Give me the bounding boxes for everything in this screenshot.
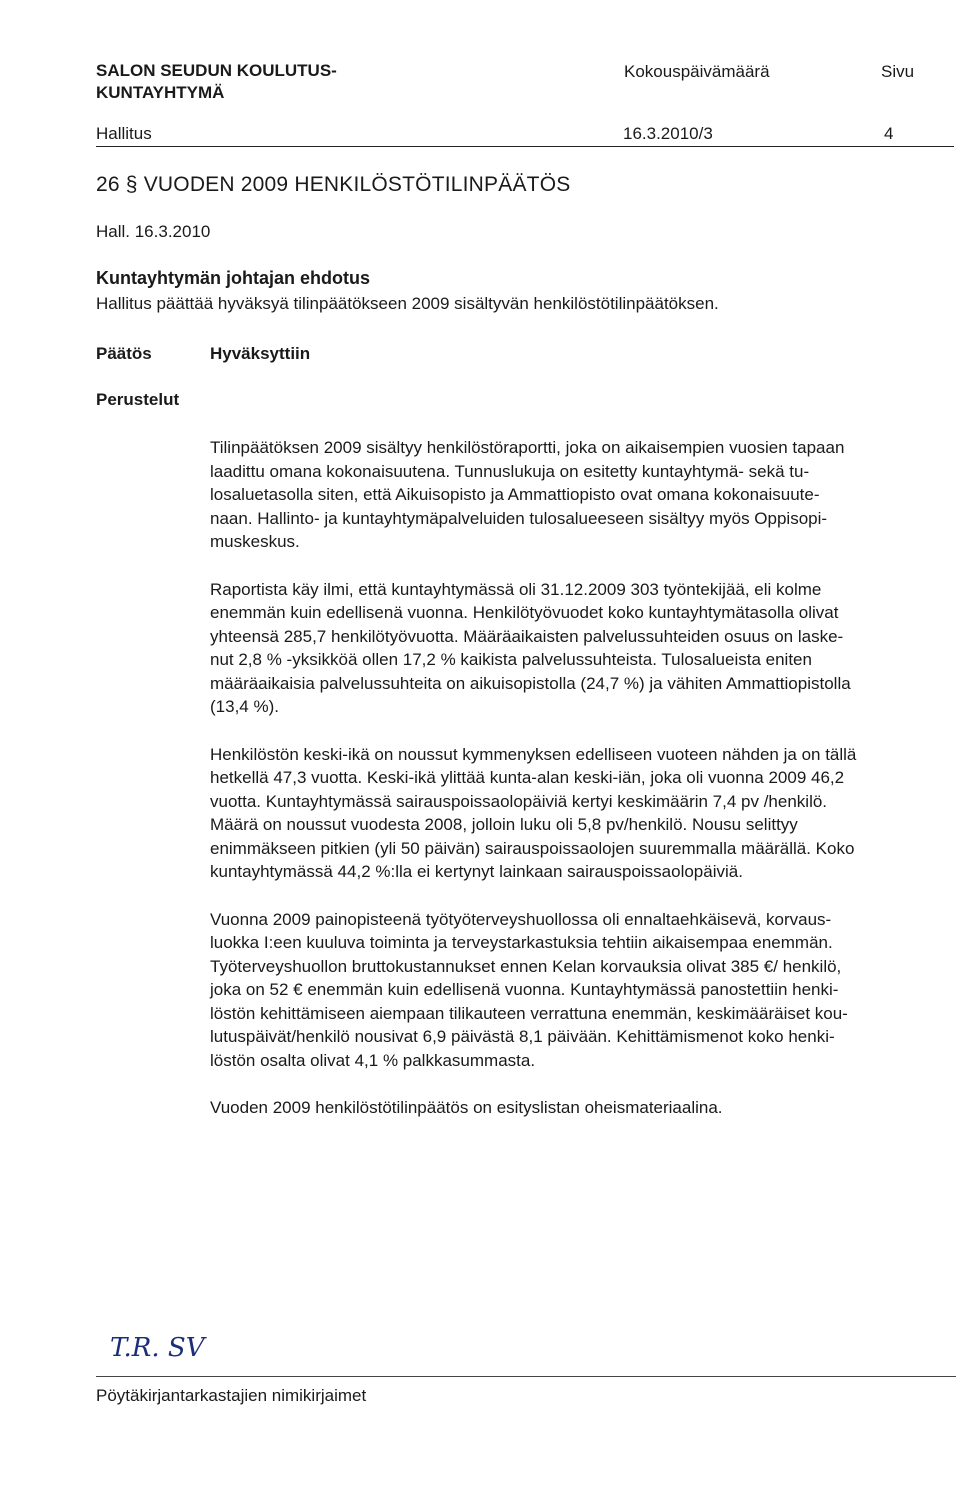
decision-label: Päätös [96, 344, 152, 363]
text-line: hetkellä 47,3 vuotta. Keski-ikä ylittää kunta-alan keski-iän, joka oli vuonna 2009 46,2 [210, 768, 845, 787]
text-line: Raportista käy ilmi, että kuntayhtymässä oli 31.12.2009 303 työntekijää, eli kolme [210, 579, 822, 599]
signature-label: Pöytäkirjantarkastajien nimikirjaimet [96, 1386, 367, 1405]
governing-body: Hallitus [96, 124, 152, 143]
text-line: yhteensä 285,7 henkilötyövuotta. Määräaikaisten palvelussuhteiden osuus on laske- [210, 626, 844, 646]
text-line: nut 2,8 % -yksikköä ollen 17,2 % kaikista palvelussuhteista. Tulosalueista eniten [210, 650, 812, 669]
reasoning-paragraph-2 [210, 578, 958, 719]
decision-value: Hyväksyttiin [210, 344, 311, 363]
handling-date: Hall. 16.3.2010 [96, 222, 211, 241]
text-line: losaluetasolla siten, että Aikuisopisto ja Ammattiopisto ovat omana kokonaisuute- [210, 485, 820, 504]
handwritten-initials: T.R. SV [110, 1333, 205, 1363]
text-line: kuntayhtymässä 44,2 %:lla ei kertynyt lainkaan sairauspoissaolopäiviä. [210, 862, 743, 881]
reasoning-paragraph-5 [210, 1096, 958, 1120]
text-line: muskeskus. [210, 532, 300, 551]
proposal-heading: Kuntayhtymän johtajan ehdotus [96, 268, 371, 288]
text-line: löstön osalta olivat 4,1 % palkkasummasta. [210, 1050, 536, 1070]
text-line: enemmän kuin edellisenä vuonna. Henkilötyövuodet koko kuntayhtymätasolla olivat [210, 603, 839, 622]
text-line: Työterveyshuollon bruttokustannukset ennen Kelan korvauksia olivat 385 €/ henkilö, [210, 956, 842, 976]
organization-name-line-1: SALON SEUDUN KOULUTUS- [96, 61, 337, 80]
reasoning-body [210, 436, 958, 1144]
text-line: Henkilöstön keski-ikä on noussut kymmenyksen edelliseen vuoteen nähden ja on tällä [210, 744, 857, 764]
text-line: enimmäkseen pitkien (yli 50 päivän) sairauspoissaolojen suuremmalla määrällä. Koko [210, 838, 855, 858]
page-label: Sivu [881, 62, 915, 81]
header-divider [96, 146, 954, 147]
page-number: 4 [884, 124, 894, 143]
text-line: löstön kehittämiseen aiempaan tilikauteen verrattuna enemmän, keskimääräiset kou- [210, 1003, 848, 1023]
text-line: joka on 52 € enemmän kuin edellisenä vuonna. Kuntayhtymässä panostettiin henki- [210, 980, 839, 999]
text-line: lutuspäivät/henkilö nousivat 6,9 päivästä 8,1 päivään. Kehittämismenot koko henki- [210, 1027, 835, 1046]
text-line: laadittu omana kokonaisuutena. Tunnuslukuja on esitetty kuntayhtymä- sekä tu- [210, 461, 810, 481]
text-line: vuotta. Kuntayhtymässä sairauspoissaolopäiviä kertyi keskimäärin 7,4 pv /henkilö. [210, 791, 828, 811]
reasoning-paragraph-3 [210, 743, 958, 884]
reasoning-label: Perustelut [96, 390, 180, 409]
text-line: Vuonna 2009 painopisteenä työtyöterveyshuollossa oli ennaltaehkäisevä, korvaus- [210, 909, 832, 929]
item-title: 26 § VUODEN 2009 HENKILÖSTÖTILINPÄÄTÖS [96, 173, 571, 196]
reasoning-paragraph-1 [210, 436, 958, 554]
meeting-date-label: Kokouspäivämäärä [624, 62, 770, 81]
organization-name [96, 60, 337, 104]
signature-line [96, 1376, 956, 1377]
text-line: määräaikaisia palvelussuhteita on aikuisopistolla (24,7 %) ja vähiten Ammattiopistolla [210, 673, 851, 693]
text-line: (13,4 %). [210, 697, 279, 716]
meeting-number: 16.3.2010/3 [623, 124, 713, 143]
reasoning-paragraph-4 [210, 908, 958, 1073]
text-line: Vuoden 2009 henkilöstötilinpäätös on esityslistan oheismateriaalina. [210, 1098, 723, 1117]
text-line: luokka I:een kuuluva toiminta ja terveystarkastuksia tehtiin aikaisempaa enemmän. [210, 933, 833, 952]
text-line: Määrä on noussut vuodesta 2008, jolloin luku oli 5,8 pv/henkilö. Nousu selittyy [210, 815, 798, 834]
text-line: Tilinpäätöksen 2009 sisältyy henkilöstöraportti, joka on aikaisempien vuosien tapaan [210, 438, 845, 457]
proposal-text: Hallitus päättää hyväksyä tilinpäätökseen 2009 sisältyvän henkilöstötilinpäätöksen. [96, 294, 719, 313]
organization-name-line-2: KUNTAYHTYMÄ [96, 83, 225, 102]
text-line: naan. Hallinto- ja kuntayhtymäpalveluiden tulosalueeseen sisältyy myös Oppisopi- [210, 508, 828, 528]
